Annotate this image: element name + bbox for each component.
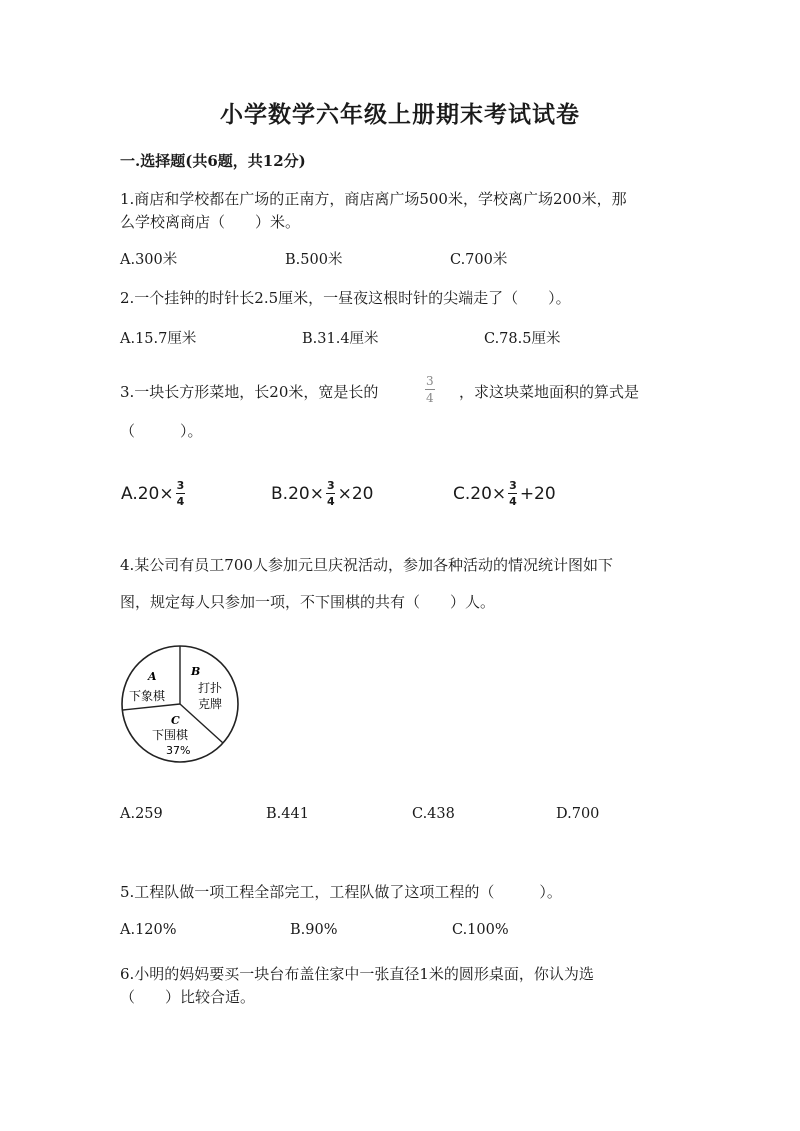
page-title: 小学数学六年级上册期末考试试卷 (220, 101, 580, 128)
pie-label-b-line-1: 打扑 (198, 681, 223, 695)
question-3-fraction (424, 375, 436, 404)
question-4-option-c: C.438 (412, 806, 455, 822)
pie-label-b-letter: B (191, 665, 201, 678)
question-4-line-2: 图，规定每人只参加一项，不下围棋的共有（ ）人。 (120, 593, 496, 611)
question-2-option-a: A.15.7厘米 (120, 331, 197, 347)
question-3-line-1-start: 3.一块长方形菜地，长20米，宽是长的 (120, 383, 379, 401)
question-4-line-1: 4.某公司有员工700人参加元旦庆祝活动，参加各种活动的情况统计图如下 (120, 556, 613, 574)
pie-divider-left (123, 704, 180, 710)
question-1-option-c: C.700米 (450, 252, 508, 268)
fraction-numerator: 3 (426, 374, 434, 388)
question-2-option-c: C.78.5厘米 (484, 331, 561, 347)
section-heading: 一.选择题(共6题，共12分) (120, 152, 306, 170)
question-2-option-b: B.31.4厘米 (302, 331, 379, 347)
question-1-line-1: 1.商店和学校都在广场的正南方，商店离广场500米，学校离广场200米，那 (120, 190, 627, 208)
fraction-denominator: 4 (509, 495, 517, 508)
option-label: A.20× (121, 483, 174, 504)
fraction-denominator: 4 (176, 495, 185, 508)
question-3-option-b (270, 480, 375, 507)
fraction-numerator: 3 (176, 479, 185, 492)
option-label: B.20× (271, 483, 324, 504)
question-3-line-1-end: ，求这块菜地面积的算式是 (459, 383, 640, 401)
question-5-option-a: A.120% (120, 922, 177, 938)
question-4-option-a: A.259 (120, 806, 163, 822)
pie-label-c-letter: C (171, 714, 180, 727)
pie-label-c-percent: 37% (166, 744, 191, 757)
question-3-option-a (120, 480, 186, 507)
question-6-line-1: 6.小明的妈妈要买一块台布盖住家中一张直径1米的圆形桌面，你认为选 (120, 965, 594, 983)
activity-pie-chart (118, 640, 244, 766)
fraction-denominator: 4 (326, 495, 335, 508)
question-5-option-c: C.100% (452, 922, 509, 938)
fraction-numerator: 3 (326, 479, 335, 492)
question-4-option-b: B.441 (266, 806, 309, 822)
question-3-line-2: （ ）。 (120, 422, 203, 440)
option-expression-tail: +20 (519, 483, 556, 504)
pie-label-b-line-2: 克牌 (198, 697, 223, 711)
pie-label-c: 下围棋 (152, 728, 189, 742)
pie-label-a-letter: A (148, 670, 157, 683)
question-1-line-2: 么学校离商店（ ）米。 (120, 213, 301, 231)
question-1-option-b: B.500米 (285, 252, 343, 268)
question-5-text: 5.工程队做一项工程全部完工，工程队做了这项工程的（ ）。 (120, 883, 562, 901)
option-expression-tail: ×20 (337, 483, 374, 504)
pie-label-a: 下象棋 (129, 689, 166, 703)
question-6-line-2: （ ）比较合适。 (120, 988, 256, 1006)
question-3-option-c (452, 480, 557, 507)
question-5-option-b: B.90% (290, 922, 338, 938)
fraction-bar (326, 493, 335, 494)
fraction-bar (425, 389, 435, 390)
question-4-option-d: D.700 (556, 806, 600, 822)
question-2-text: 2.一个挂钟的时针长2.5厘米，一昼夜这根时针的尖端走了（ ）。 (120, 289, 571, 307)
fraction-bar (176, 493, 185, 494)
question-1-option-a: A.300米 (120, 252, 178, 268)
option-label: C.20× (453, 483, 507, 504)
fraction-numerator: 3 (509, 479, 517, 492)
fraction-denominator: 4 (426, 391, 434, 405)
fraction-bar (508, 493, 517, 494)
